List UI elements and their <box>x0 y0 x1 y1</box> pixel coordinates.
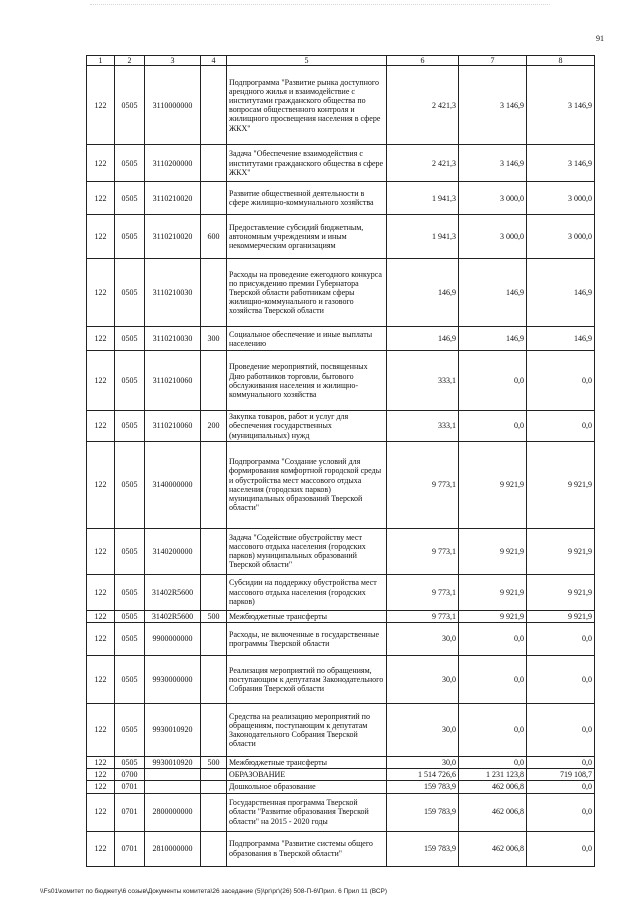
cell-col-4 <box>201 655 227 703</box>
cell-col-3: 9930010920 <box>145 703 201 756</box>
table-row <box>87 528 595 574</box>
cell-col-1: 122 <box>87 528 115 574</box>
cell-col-8: 9 921,9 <box>527 528 595 574</box>
cell-col-5: Задача "Содействие обустройству мест массового отдыха населения (городских парков) муниципальных образований Тверской области" <box>227 528 387 574</box>
cell-col-7: 9 921,9 <box>459 441 527 528</box>
cell-col-4 <box>201 574 227 610</box>
cell-col-5: Развитие общественной деятельности в сфере жилищно-коммунального хозяйства <box>227 182 387 215</box>
cell-col-7: 462 006,8 <box>459 793 527 831</box>
file-path-footer: \\Fs01\комитет по бюджету\6 созыв\Документы комитета\26 заседание (5)\рг\рг\(26) 508-П-6\Прил. 6 Прил 11 (ВСР) <box>40 888 388 895</box>
cell-col-1: 122 <box>87 769 115 781</box>
cell-col-2: 0505 <box>115 66 145 145</box>
cell-col-3: 3110210020 <box>145 215 201 259</box>
cell-col-8: 9 921,9 <box>527 610 595 622</box>
cell-col-2: 0505 <box>115 215 145 259</box>
cell-col-7: 0,0 <box>459 411 527 442</box>
column-header-5: 5 <box>227 56 387 66</box>
cell-col-8: 146,9 <box>527 259 595 327</box>
cell-col-2: 0505 <box>115 441 145 528</box>
cell-col-3: 31402R5600 <box>145 610 201 622</box>
cell-col-3: 3110210060 <box>145 351 201 411</box>
cell-col-2: 0505 <box>115 259 145 327</box>
cell-col-8: 3 146,9 <box>527 66 595 145</box>
table-row <box>87 610 595 622</box>
cell-col-3: 3140000000 <box>145 441 201 528</box>
cell-col-3: 9900000000 <box>145 622 201 655</box>
table-row <box>87 781 595 793</box>
cell-col-7: 9 921,9 <box>459 610 527 622</box>
cell-col-7: 0,0 <box>459 703 527 756</box>
cell-col-4 <box>201 769 227 781</box>
cell-col-2: 0701 <box>115 793 145 831</box>
cell-col-5: Государственная программа Тверской области "Развитие образования Тверской области" на 2015 - 2020 годы <box>227 793 387 831</box>
cell-col-4 <box>201 528 227 574</box>
cell-col-6: 9 773,1 <box>387 574 459 610</box>
cell-col-5: Предоставление субсидий бюджетным, автономным учреждениям и иным некоммерческим организациям <box>227 215 387 259</box>
cell-col-6: 2 421,3 <box>387 145 459 182</box>
cell-col-7: 3 000,0 <box>459 182 527 215</box>
cell-col-6: 159 783,9 <box>387 781 459 793</box>
cell-col-1: 122 <box>87 351 115 411</box>
cell-col-2: 0505 <box>115 655 145 703</box>
page-number: 91 <box>596 34 604 43</box>
table-row <box>87 66 595 145</box>
cell-col-4: 200 <box>201 411 227 442</box>
cell-col-5: Подпрограмма "Создание условий для формирования комфортной городской среды и обустройства мест массового отдыха населения (городских парков) муниципальных образований Тверской области" <box>227 441 387 528</box>
cell-col-6: 9 773,1 <box>387 610 459 622</box>
table-row <box>87 215 595 259</box>
cell-col-6: 159 783,9 <box>387 793 459 831</box>
column-number-row <box>87 56 595 66</box>
cell-col-4 <box>201 351 227 411</box>
cell-col-7: 9 921,9 <box>459 528 527 574</box>
cell-col-1: 122 <box>87 574 115 610</box>
cell-col-3: 3110000000 <box>145 66 201 145</box>
column-header-1: 1 <box>87 56 115 66</box>
cell-col-8: 0,0 <box>527 831 595 866</box>
table-row <box>87 441 595 528</box>
cell-col-1: 122 <box>87 215 115 259</box>
cell-col-7: 462 006,8 <box>459 831 527 866</box>
cell-col-6: 30,0 <box>387 756 459 768</box>
cell-col-7: 0,0 <box>459 655 527 703</box>
cell-col-6: 146,9 <box>387 259 459 327</box>
cell-col-1: 122 <box>87 831 115 866</box>
cell-col-4 <box>201 831 227 866</box>
cell-col-5: Подпрограмма "Развитие системы общего образования в Тверской области" <box>227 831 387 866</box>
cell-col-8: 9 921,9 <box>527 441 595 528</box>
cell-col-5: Проведение мероприятий, посвященных Дню работников торговли, бытового обслуживания населения и жилищно-коммунального хозяйства <box>227 351 387 411</box>
cell-col-3: 9930000000 <box>145 655 201 703</box>
cell-col-5: Субсидии на поддержку обустройства мест массового отдыха населения (городских парков) <box>227 574 387 610</box>
cell-col-8: 146,9 <box>527 327 595 351</box>
cell-col-4: 500 <box>201 756 227 768</box>
cell-col-7: 3 000,0 <box>459 215 527 259</box>
cell-col-8: 0,0 <box>527 655 595 703</box>
cell-col-6: 30,0 <box>387 622 459 655</box>
table-row <box>87 703 595 756</box>
cell-col-6: 1 941,3 <box>387 182 459 215</box>
table-row <box>87 327 595 351</box>
cell-col-7: 9 921,9 <box>459 574 527 610</box>
cell-col-4 <box>201 145 227 182</box>
cell-col-8: 3 000,0 <box>527 182 595 215</box>
budget-table <box>86 55 595 867</box>
cell-col-6: 9 773,1 <box>387 528 459 574</box>
cell-col-4 <box>201 703 227 756</box>
cell-col-4 <box>201 259 227 327</box>
table-body <box>87 56 595 867</box>
cell-col-2: 0505 <box>115 327 145 351</box>
cell-col-4 <box>201 781 227 793</box>
cell-col-3: 3140200000 <box>145 528 201 574</box>
cell-col-3: 3110210030 <box>145 259 201 327</box>
table-row <box>87 145 595 182</box>
cell-col-4 <box>201 182 227 215</box>
table-row <box>87 574 595 610</box>
cell-col-6: 1 514 726,6 <box>387 769 459 781</box>
cell-col-1: 122 <box>87 411 115 442</box>
table-row <box>87 655 595 703</box>
cell-col-4: 600 <box>201 215 227 259</box>
cell-col-2: 0505 <box>115 528 145 574</box>
cell-col-3 <box>145 781 201 793</box>
cell-col-1: 122 <box>87 327 115 351</box>
column-header-6: 6 <box>387 56 459 66</box>
cell-col-3 <box>145 769 201 781</box>
cell-col-3: 2800000000 <box>145 793 201 831</box>
cell-col-5: Дошкольное образование <box>227 781 387 793</box>
cell-col-2: 0505 <box>115 756 145 768</box>
cell-col-5: Расходы, не включенные в государственные программы Тверской области <box>227 622 387 655</box>
cell-col-6: 2 421,3 <box>387 66 459 145</box>
cell-col-6: 146,9 <box>387 327 459 351</box>
cell-col-6: 30,0 <box>387 655 459 703</box>
cell-col-8: 719 108,7 <box>527 769 595 781</box>
table-row <box>87 411 595 442</box>
cell-col-5: Межбюджетные трансферты <box>227 756 387 768</box>
cell-col-5: Реализация мероприятий по обращениям, поступающим к депутатам Законодательного Собрания Тверской области <box>227 655 387 703</box>
cell-col-6: 1 941,3 <box>387 215 459 259</box>
cell-col-4 <box>201 441 227 528</box>
cell-col-1: 122 <box>87 145 115 182</box>
table-row <box>87 831 595 866</box>
cell-col-4 <box>201 793 227 831</box>
column-header-8: 8 <box>527 56 595 66</box>
cell-col-2: 0700 <box>115 769 145 781</box>
cell-col-6: 333,1 <box>387 351 459 411</box>
cell-col-7: 3 146,9 <box>459 66 527 145</box>
cell-col-7: 3 146,9 <box>459 145 527 182</box>
cell-col-8: 0,0 <box>527 411 595 442</box>
cell-col-8: 0,0 <box>527 622 595 655</box>
cell-col-4: 300 <box>201 327 227 351</box>
cell-col-5: Средства на реализацию мероприятий по обращениям, поступающим к депутатам Законодательного Собрания Тверской области <box>227 703 387 756</box>
cell-col-2: 0505 <box>115 574 145 610</box>
cell-col-7: 462 006,8 <box>459 781 527 793</box>
table-row <box>87 769 595 781</box>
table-row <box>87 793 595 831</box>
cell-col-3: 31402R5600 <box>145 574 201 610</box>
cell-col-8: 3 146,9 <box>527 145 595 182</box>
cell-col-2: 0505 <box>115 610 145 622</box>
table-row <box>87 622 595 655</box>
cell-col-1: 122 <box>87 756 115 768</box>
cell-col-1: 122 <box>87 441 115 528</box>
cell-col-7: 0,0 <box>459 756 527 768</box>
cell-col-3: 3110210020 <box>145 182 201 215</box>
cell-col-6: 333,1 <box>387 411 459 442</box>
cell-col-7: 1 231 123,8 <box>459 769 527 781</box>
cell-col-2: 0505 <box>115 182 145 215</box>
cell-col-2: 0505 <box>115 411 145 442</box>
cell-col-1: 122 <box>87 182 115 215</box>
cell-col-1: 122 <box>87 793 115 831</box>
cell-col-7: 146,9 <box>459 327 527 351</box>
cell-col-5: ОБРАЗОВАНИЕ <box>227 769 387 781</box>
cell-col-3: 3110210030 <box>145 327 201 351</box>
cell-col-6: 30,0 <box>387 703 459 756</box>
column-header-4: 4 <box>201 56 227 66</box>
table-row <box>87 351 595 411</box>
cell-col-1: 122 <box>87 703 115 756</box>
table-row <box>87 756 595 768</box>
cell-col-4 <box>201 622 227 655</box>
cell-col-1: 122 <box>87 610 115 622</box>
cell-col-7: 0,0 <box>459 622 527 655</box>
cell-col-1: 122 <box>87 259 115 327</box>
cell-col-4: 500 <box>201 610 227 622</box>
cell-col-1: 122 <box>87 66 115 145</box>
cell-col-6: 9 773,1 <box>387 441 459 528</box>
column-header-3: 3 <box>145 56 201 66</box>
cell-col-3: 3110210060 <box>145 411 201 442</box>
cell-col-2: 0505 <box>115 703 145 756</box>
cell-col-8: 0,0 <box>527 703 595 756</box>
cell-col-5: Подпрограмма "Развитие рынка доступного арендного жилья и взаимодействие с институтами гражданского общества по вопросам общественного контроля и жилищного просвещения населения в сфере ЖКХ" <box>227 66 387 145</box>
cell-col-8: 3 000,0 <box>527 215 595 259</box>
scan-artifact <box>90 4 550 9</box>
cell-col-1: 122 <box>87 622 115 655</box>
cell-col-5: Социальное обеспечение и иные выплаты населению <box>227 327 387 351</box>
cell-col-4 <box>201 66 227 145</box>
cell-col-3: 9930010920 <box>145 756 201 768</box>
cell-col-2: 0505 <box>115 351 145 411</box>
column-header-7: 7 <box>459 56 527 66</box>
cell-col-5: Межбюджетные трансферты <box>227 610 387 622</box>
cell-col-1: 122 <box>87 655 115 703</box>
cell-col-8: 0,0 <box>527 793 595 831</box>
cell-col-8: 0,0 <box>527 756 595 768</box>
cell-col-8: 0,0 <box>527 351 595 411</box>
cell-col-7: 0,0 <box>459 351 527 411</box>
cell-col-2: 0701 <box>115 781 145 793</box>
cell-col-5: Закупка товаров, работ и услуг для обеспечения государственных (муниципальных) нужд <box>227 411 387 442</box>
cell-col-2: 0505 <box>115 622 145 655</box>
cell-col-2: 0701 <box>115 831 145 866</box>
cell-col-7: 146,9 <box>459 259 527 327</box>
column-header-2: 2 <box>115 56 145 66</box>
table-row <box>87 259 595 327</box>
cell-col-5: Задача "Обеспечение взаимодействия с институтами гражданского общества в сфере ЖКХ" <box>227 145 387 182</box>
table-row <box>87 182 595 215</box>
cell-col-5: Расходы на проведение ежегодного конкурса по присуждению премии Губернатора Тверской области работникам сферы жилищно-коммунального и газового хозяйства Тверской области <box>227 259 387 327</box>
cell-col-8: 9 921,9 <box>527 574 595 610</box>
cell-col-6: 159 783,9 <box>387 831 459 866</box>
cell-col-3: 3110200000 <box>145 145 201 182</box>
cell-col-3: 2810000000 <box>145 831 201 866</box>
cell-col-1: 122 <box>87 781 115 793</box>
cell-col-2: 0505 <box>115 145 145 182</box>
cell-col-8: 0,0 <box>527 781 595 793</box>
